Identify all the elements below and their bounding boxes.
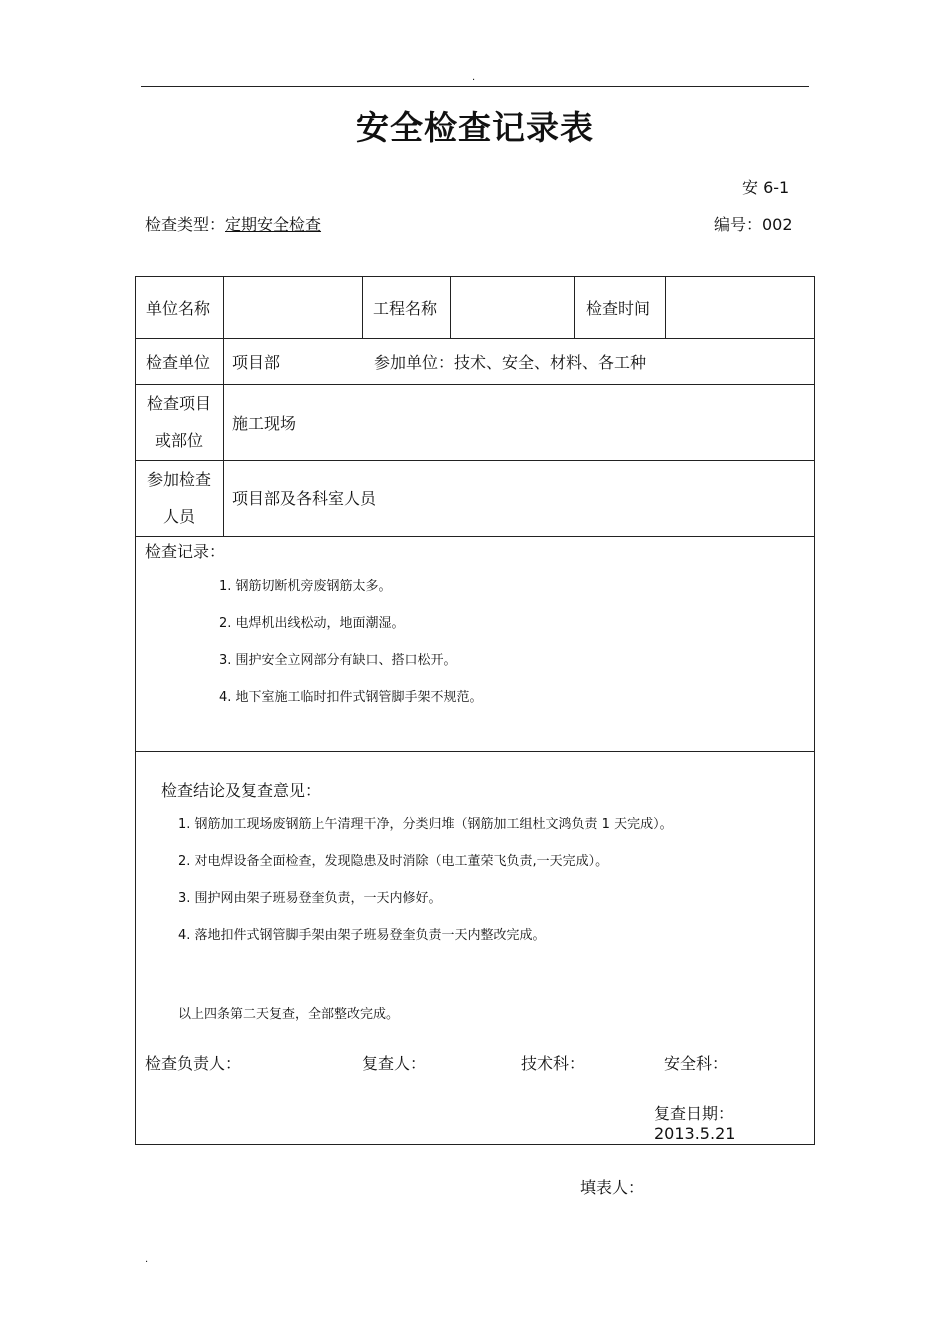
participants-label	[136, 461, 222, 535]
reviewer-signature: 复查人：	[362, 1054, 427, 1073]
review-date: 复查日期：2013.5.21	[654, 1104, 736, 1143]
row-divider	[136, 460, 814, 461]
record-item: 4. 地下室施工临时扣件式钢管脚手架不规范。	[219, 690, 483, 705]
header-rule	[141, 86, 809, 87]
check-type-value: 定期安全检查	[225, 215, 322, 234]
participants-label-line2: 人员	[162, 507, 195, 526]
row-divider	[136, 338, 814, 339]
column-divider	[665, 277, 666, 338]
document-title: 安全检查记录表	[356, 108, 594, 147]
check-type-label: 检查类型：	[145, 215, 226, 234]
records-label: 检查记录：	[145, 542, 226, 561]
inspection-item-label-line1: 检查项目	[146, 394, 211, 413]
row-divider	[136, 751, 814, 752]
column-divider	[574, 277, 575, 338]
participating-units: 参加单位：技术、安全、材料、各工种	[374, 353, 647, 372]
form-filler: 填表人：	[580, 1178, 645, 1197]
form-code: 安 6-1	[742, 178, 790, 197]
inspector-signature: 检查负责人：	[145, 1054, 242, 1073]
column-divider	[450, 277, 451, 338]
page-marker-dot: .	[472, 72, 476, 83]
record-table	[135, 276, 815, 1145]
record-item: 2. 电焊机出线松动，地面潮湿。	[219, 616, 405, 631]
safety-dept-signature: 安全科：	[664, 1054, 729, 1073]
conclusion-summary: 以上四条第二天复查，全部整改完成。	[178, 1007, 400, 1022]
participants-value: 项目部及各科室人员	[232, 489, 377, 508]
check-unit-label: 检查单位	[146, 353, 211, 372]
conclusion-item: 3. 围护网由架子班易登奎负责，一天内修好。	[178, 891, 442, 906]
row-divider	[136, 536, 814, 537]
record-item: 3. 围护安全立网部分有缺口、搭口松开。	[219, 653, 457, 668]
unit-name-label: 单位名称	[146, 299, 211, 318]
conclusion-label: 检查结论及复查意见：	[161, 781, 322, 800]
project-name-label: 工程名称	[373, 299, 438, 318]
column-divider	[362, 277, 363, 338]
inspection-item-label	[136, 385, 222, 459]
check-time-label: 检查时间	[586, 299, 651, 318]
conclusion-item: 4. 落地扣件式钢管脚手架由架子班易登奎负责一天内整改完成。	[178, 928, 546, 943]
conclusion-item: 2. 对电焊设备全面检查，发现隐患及时消除（电工董荣飞负责,一天完成）。	[178, 854, 609, 869]
check-type	[145, 212, 321, 235]
conclusion-item: 1. 钢筋加工现场废钢筋上午清理干净，分类归堆（钢筋加工组杜文鸿负责 1 天完成）。	[178, 817, 673, 832]
inspection-item-label-line2: 或部位	[154, 431, 203, 450]
page-marker-dot-bottom: .	[145, 1254, 149, 1265]
check-unit-value: 项目部	[232, 353, 281, 372]
inspection-item-value: 施工现场	[232, 414, 297, 433]
record-number: 编号：002	[714, 215, 793, 234]
row-divider	[136, 384, 814, 385]
record-item: 1. 钢筋切断机旁废钢筋太多。	[219, 579, 392, 594]
tech-dept-signature: 技术科：	[521, 1054, 586, 1073]
participants-label-line1: 参加检查	[146, 470, 211, 489]
column-divider	[223, 277, 224, 536]
